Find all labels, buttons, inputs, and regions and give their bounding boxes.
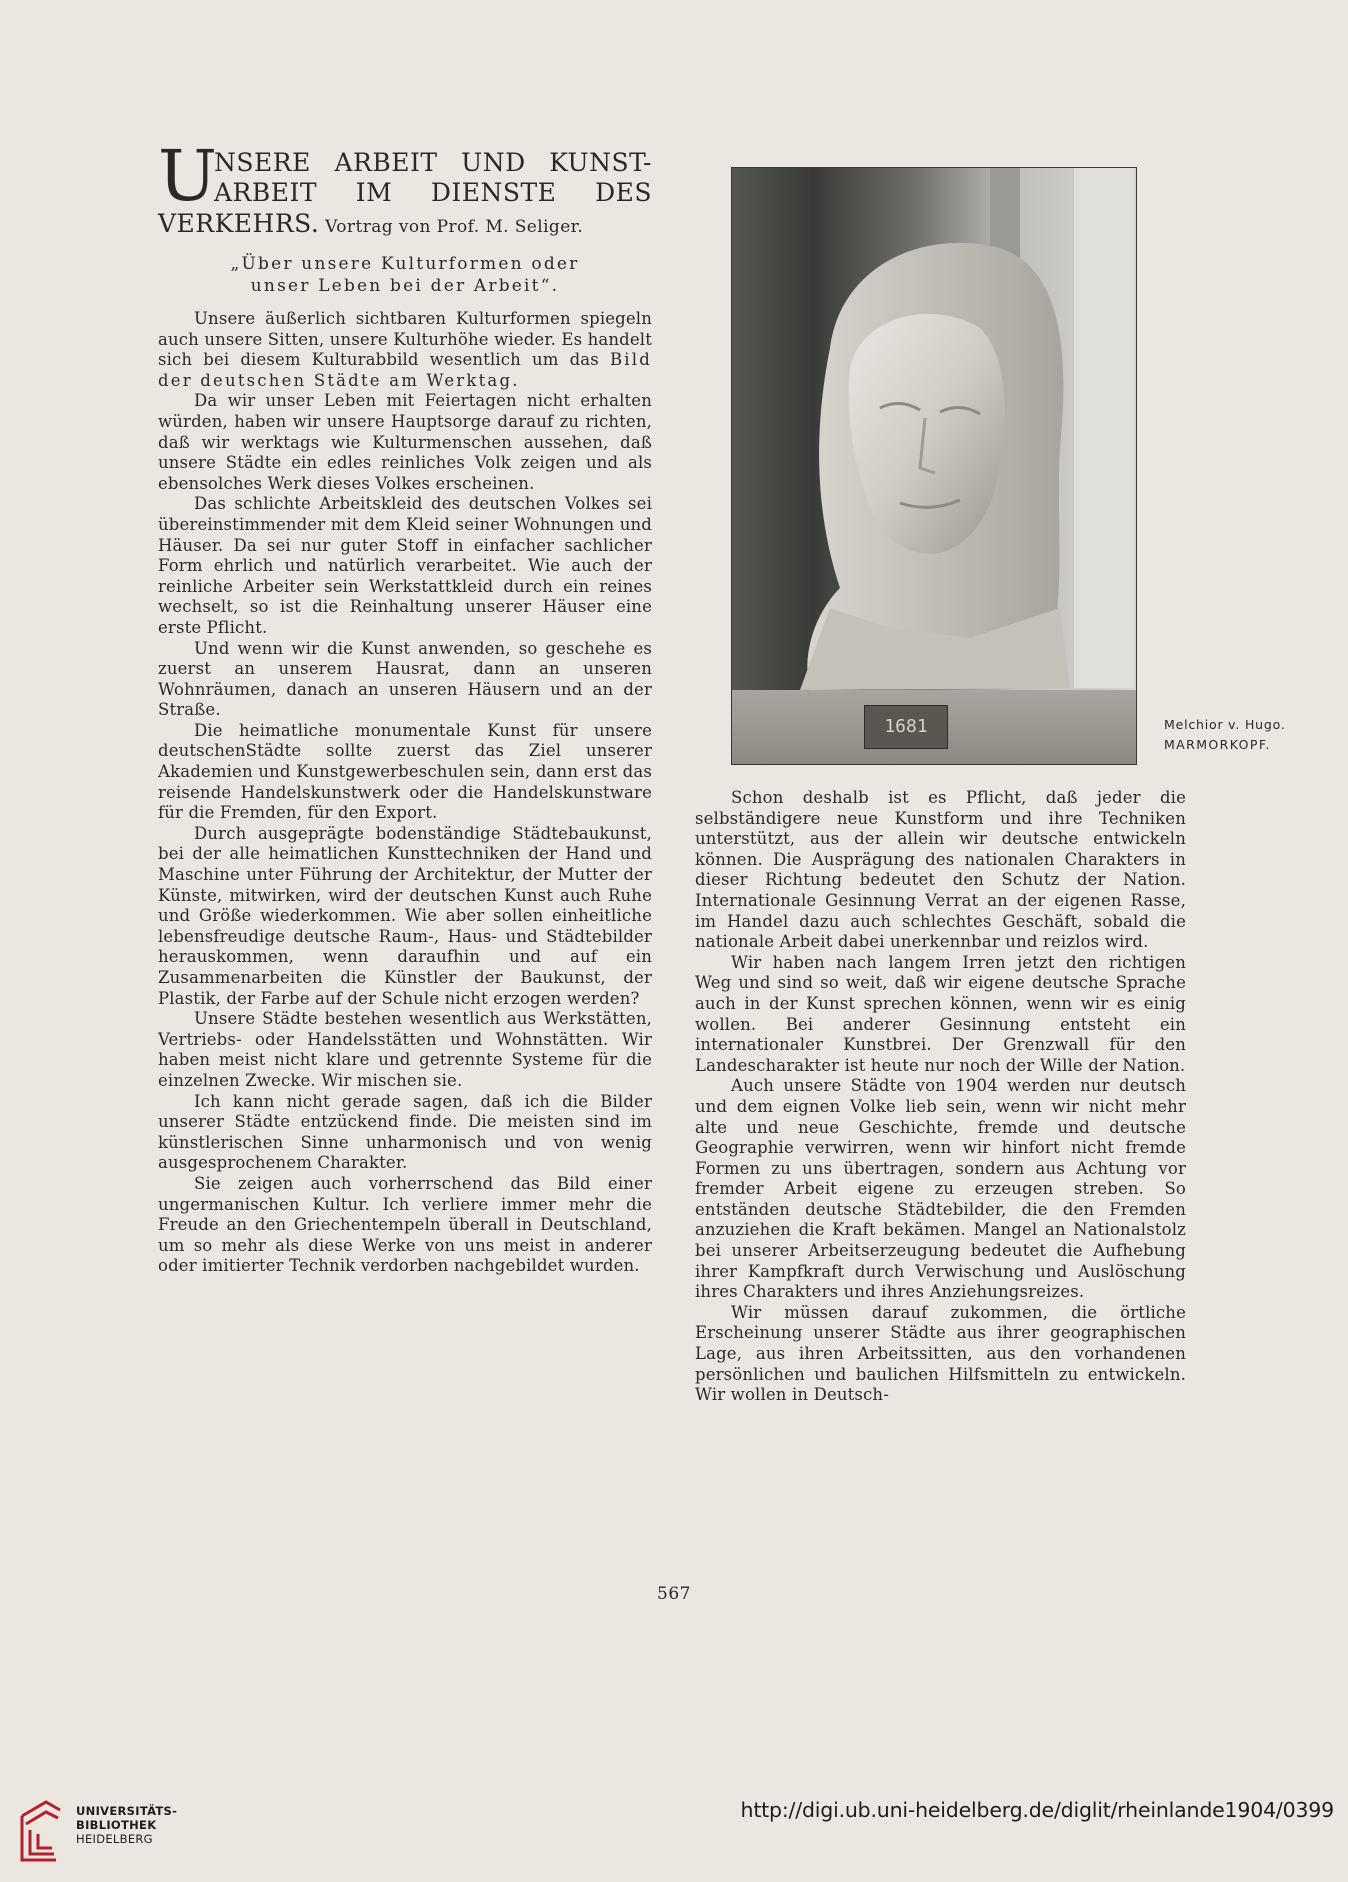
library-logo-icon bbox=[16, 1796, 64, 1866]
left-column bbox=[158, 135, 652, 1277]
left-paragraph bbox=[158, 1092, 652, 1174]
left-paragraphs bbox=[158, 309, 652, 1277]
plaque-number: 1681 bbox=[864, 705, 948, 749]
paragraph-text: Durch ausgeprägte bodenständige Städtebaukunst, bei der alle heimatlichen Kunsttechniken der Hand und Maschine unter Führung der Architektur, der Mutter der Künste, mitwirken, wird der deutschen Kunst auch Ruhe und Größe wiederkommen. Wie aber sollen einheitliche lebensfreudige deutsche Raum-, Haus- und Städtebilder herauskommen, wenn daraufhin und auf ein Zusammenarbeiten die Künstler der Baukunst, der Plastik, der Farbe auf der Schule nicht erzogen werden? bbox=[158, 823, 652, 1008]
right-paragraph: Schon deshalb ist es Pflicht, daß jeder die selbständigere neue Kunstform und ihre Techniken unterstützt, aus der allein wir deutsche entwickeln können. Die Ausprägung des nationalen Charakters in dieser Richtung bedeutet den Schutz der Nation. Internationale Gesinnung Verrat an der eigenen Rasse, im Handel dazu auch schlechtes Geschäft, sobald die nationale Arbeit dabei unerkennbar und reizlos wird. bbox=[695, 788, 1186, 952]
left-paragraph bbox=[158, 1174, 652, 1277]
left-paragraph bbox=[158, 639, 652, 721]
page-number: 567 bbox=[657, 1584, 691, 1604]
right-paragraph: Wir haben nach langem Irren jetzt den richtigen Weg und sind so weit, daß wir eigene deutsche Sprache auch in der Kunst sprechen können, wenn wir es einig wollen. Bei anderer Gesinnung entsteht ein internationaler Kunstbrei. Der Grenzwall für den Landescharakter ist heute nur noch der Wille der Nation. bbox=[695, 952, 1186, 1075]
paragraph-text: Die heimatliche monumentale Kunst für unsere deutschenStädte sollte zuerst das Ziel unserer Akademien und Kunstgewerbeschulen sein, dann erst das reisende Handelskunstwerk oder die Handelskunstware für die Fremden, für den Export. bbox=[158, 720, 652, 823]
left-paragraph bbox=[158, 824, 652, 1009]
institution-line-2: BIBLIOTHEK bbox=[76, 1818, 157, 1832]
paragraph-text: Da wir unser Leben mit Feiertagen nicht erhalten würden, haben wir unsere Hauptsorge darauf zu richten, daß wir werktags wie Kulturmenschen aussehen, daß unsere Städte ein edles reinliches Volk zeigen und als ebensolches Werk dieses Volkes erscheinen. bbox=[158, 391, 652, 493]
paragraph-text: Das schlichte Arbeitskleid des deutschen Volkes sei übereinstimmender mit dem Kleid seiner Wohnungen und Häuser. Da sei nur guter Stoff in einfacher sachlicher Form ehrlich und natürlich verarbeitet. Wie auch der reinliche Arbeiter sein Werkstattkleid durch ein reines wechselt, so ist die Reinhaltung unserer Häuser eine erste Pflicht. bbox=[158, 494, 652, 637]
article-title bbox=[158, 135, 652, 243]
right-paragraph: Auch unsere Städte von 1904 werden nur deutsch und dem eignen Volke lieb sein, wenn wir nicht mehr alte und neue Geschichte, fremde und deutsche Geographie verwirren, wenn wir hinfort nicht fremde Formen zu uns übertragen, sondern aus Achtung vor fremder Arbeit eigene zu erzeugen streben. So entständen deutsche Städtebilder, die den Fremden anzuziehen die Kraft bekämen. Mangel an Nationalstolz bei unserer Arbeitserzeugung bedeutet die Aufhebung ihrer Kampfkraft durch Verwischung und Auslöschung ihres Charakters und ihres Anziehungsreizes. bbox=[695, 1076, 1186, 1302]
caption-title: MARMORKOPF. bbox=[1164, 737, 1271, 752]
left-paragraph bbox=[158, 1009, 652, 1091]
institution-name bbox=[76, 1804, 177, 1846]
paragraph-text: Sie zeigen auch vorherrschend das Bild einer ungermanischen Kultur. Ich verliere immer mehr die Freude an den Griechentempeln überall in Deutschland, um so mehr als diese Werke von uns meist in anderer oder imitierter Technik verdorben nachgebildet wurden. bbox=[158, 1173, 652, 1276]
marble-head-sculpture bbox=[770, 228, 1090, 698]
emphasized-text: Bild der deutschen Städte am Werktag bbox=[158, 350, 652, 390]
institution-line-1: UNIVERSITÄTS- bbox=[76, 1804, 178, 1818]
paragraph-text: Ich kann nicht gerade sagen, daß ich die Bilder unserer Städte entzückend finde. Die meisten sind im künstlerischen Sinne unharmonisch und von wenig ausgesprochenem Charakter. bbox=[158, 1091, 652, 1173]
paragraph-text: Unsere äußerlich sichtbaren Kulturformen spiegeln auch unsere Sitten, unsere Kulturhöhe wieder. Es handelt sich bei diesem Kulturabbild wesentlich um das bbox=[158, 309, 652, 370]
title-line-1: NSERE ARBEIT UND KUNST- bbox=[214, 148, 652, 177]
title-line-2: ARBEIT IM DIENSTE DES bbox=[214, 178, 652, 207]
paragraph-text-end: . bbox=[512, 370, 518, 390]
left-paragraph bbox=[158, 494, 652, 638]
left-paragraph bbox=[158, 309, 652, 391]
figure-caption bbox=[1164, 715, 1324, 755]
institution-line-3: HEIDELBERG bbox=[76, 1832, 153, 1846]
left-paragraph bbox=[158, 721, 652, 824]
right-paragraph: Wir müssen darauf zukommen, die örtliche Erscheinung unserer Städte aus ihrer geographischen Lage, aus ihren Arbeitssitten, aus den vorhandenen persönlichen und baulichen Hilfsmitteln zu entwickeln. Wir wollen in Deutsch- bbox=[695, 1302, 1186, 1405]
title-byline bbox=[158, 208, 652, 243]
source-url-link[interactable]: http://digi.ub.uni-heidelberg.de/diglit/rheinlande1904/0399 bbox=[740, 1798, 1334, 1822]
sculpture-photo bbox=[731, 167, 1137, 765]
title-byline-caps: VERKEHRS. bbox=[158, 209, 320, 238]
caption-artist: Melchior v. Hugo. bbox=[1164, 717, 1286, 732]
title-byline-author: Vortrag von Prof. M. Seliger. bbox=[319, 217, 584, 237]
left-paragraph bbox=[158, 391, 652, 494]
right-column bbox=[695, 788, 1186, 1406]
title-initial: U bbox=[158, 135, 218, 217]
article-subtitle: „Über unsere Kulturformen oder unser Leben bei der Arbeit“. bbox=[230, 254, 580, 296]
paragraph-text: Und wenn wir die Kunst anwenden, so geschehe es zuerst an unserem Hausrat, dann an unseren Wohnräumen, danach an unseren Häusern und an der Straße. bbox=[158, 638, 652, 720]
paragraph-text: Unsere Städte bestehen wesentlich aus Werkstätten, Vertriebs- oder Handelsstätten und Wohnstätten. Wir haben meist nicht klare und getrennte Systeme für die einzelnen Zwecke. Wir mischen sie. bbox=[158, 1009, 652, 1090]
